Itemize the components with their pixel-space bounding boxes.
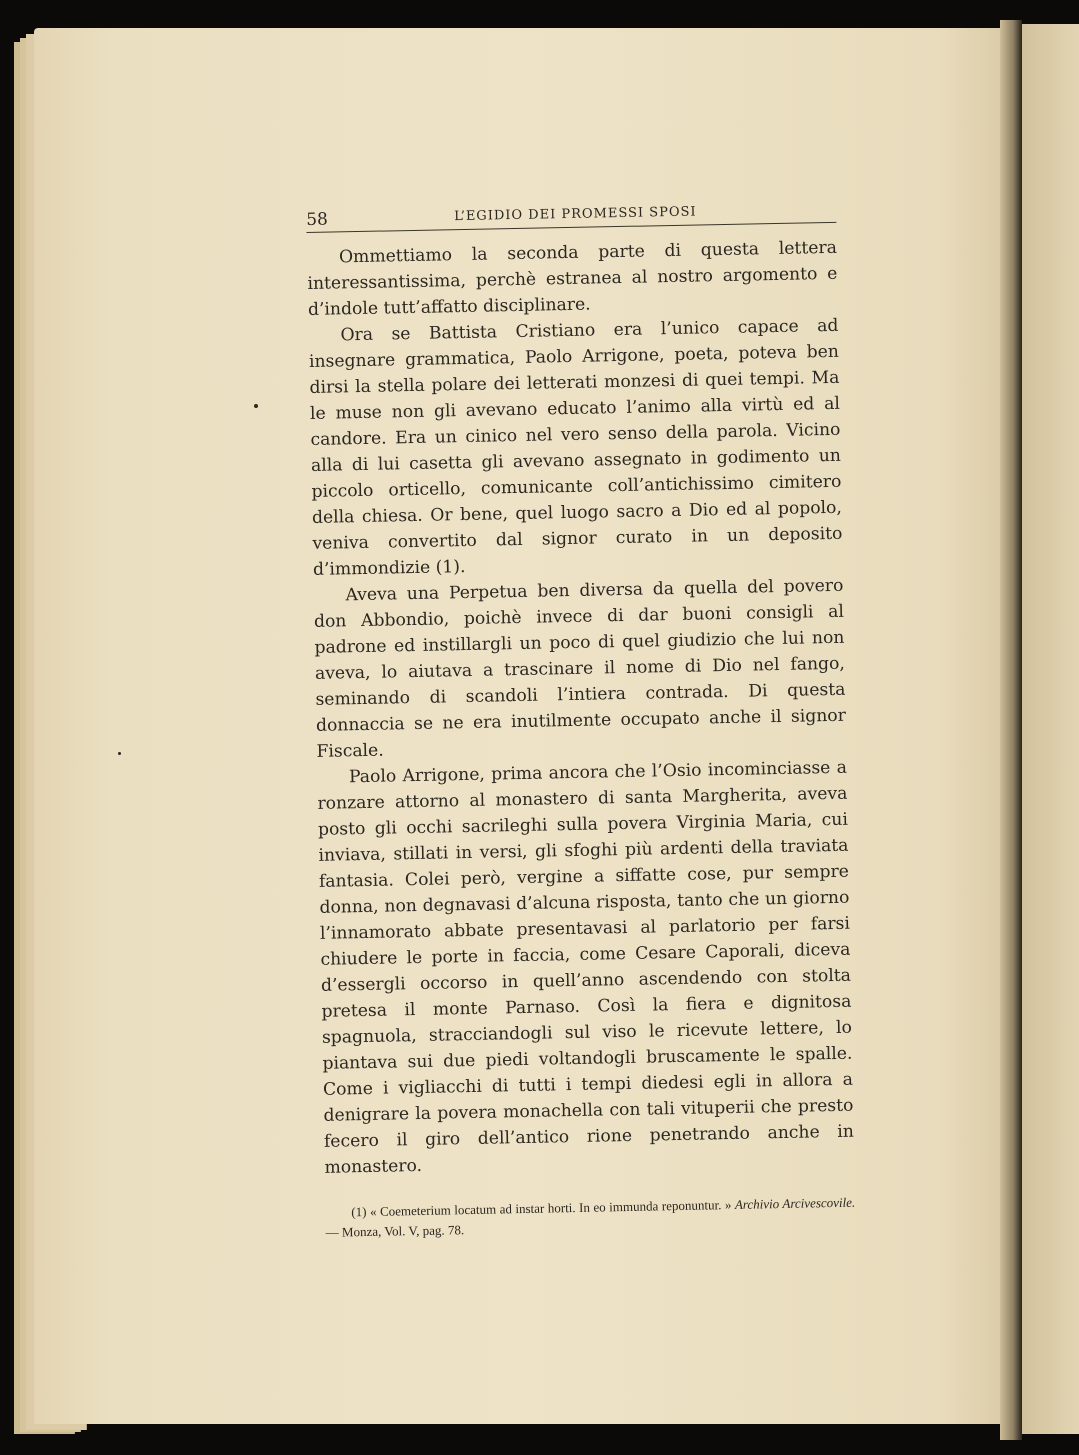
paragraph: Ommettiamo la seconda parte di questa lettera interessantissima, perchè estranea al nostro argomento e d’indole tutt’affatto disciplinare. (307, 237, 838, 320)
ink-dot (254, 404, 258, 408)
footnote-source: Archivio Arcivescovile. (734, 1194, 856, 1212)
paragraph: Aveva una Perpetua ben diversa da quella del povero don Abbondio, poichè invece di dar buoni consigli al padrone ed instillargli un poco di quel giudizio che lui non aveva, lo aiutava a trascinare il nome di Dio nel fango, seminando di scandoli l’intiera contrada. Di questa donnaccia se ne era inutilmente occupato anche il signor Fiscale. (313, 575, 847, 762)
ink-dot (118, 752, 121, 755)
page-content (306, 196, 856, 1243)
paragraph: Paolo Arrigone, prima ancora che l’Osio incominciasse a ronzare attorno al monastero di santa Margherita, aveva posto gli occhi sacrileghi sulla povera Virginia Maria, cui inviava, stillati in versi, gli sfoghi più ardenti della traviata fantasia. Colei però, vergine a siffatte cose, pur sempre donna, non degnavasi d’alcuna risposta, tanto che un giorno l’innamorato abbate presentavasi al parlatorio per farsi chiudere le porte in faccia, come Cesare Caporali, diceva d’essergli occorso in quell’anno ascendendo con stolta pretesa il monte Parnaso. Così la fiera e dignitosa spagnuola, stracciandogli sul viso le ricevute lettere, lo piantava sui due piedi voltandogli bruscamente le spalle. Come i vigliacchi di tutti i tempi diedesi egli in allora a denigrare la povera monachella con tali vituperii che presto fecero il giro dell’antico rione penetrando anche in monastero. (317, 757, 855, 1178)
facing-page (1022, 24, 1079, 1434)
page-number: 58 (306, 209, 329, 230)
book-gutter (1000, 20, 1022, 1440)
body-text (307, 235, 855, 1181)
paragraph: Ora se Battista Cristiano era l’unico capace ad insegnare grammatica, Paolo Arrigone, poeta, poteva ben dirsi la stella polare dei letterati monzesi di quei tempi. Ma le muse non gli avevano educato l’animo alla virtù ed al candore. Era un cinico nel vero senso della parola. Vicino alla di lui casetta gli avevano assegnato in godimento un piccolo orticello, comunicante coll’antichissimo cimitero della chiesa. Or bene, quel luogo sacro a Dio ed al popolo, veniva convertito dal signor curato in un deposito d’immondizie (1). (308, 315, 843, 580)
footnote-text: (1) « Coemeterium locatum ad instar horti. In eo immunda reponuntur. » (351, 1196, 736, 1220)
running-head: L’EGIDIO DEI PROMESSI SPOSI (454, 204, 697, 225)
footnote-reference: — Monza, Vol. V, pag. 78. (325, 1222, 465, 1240)
